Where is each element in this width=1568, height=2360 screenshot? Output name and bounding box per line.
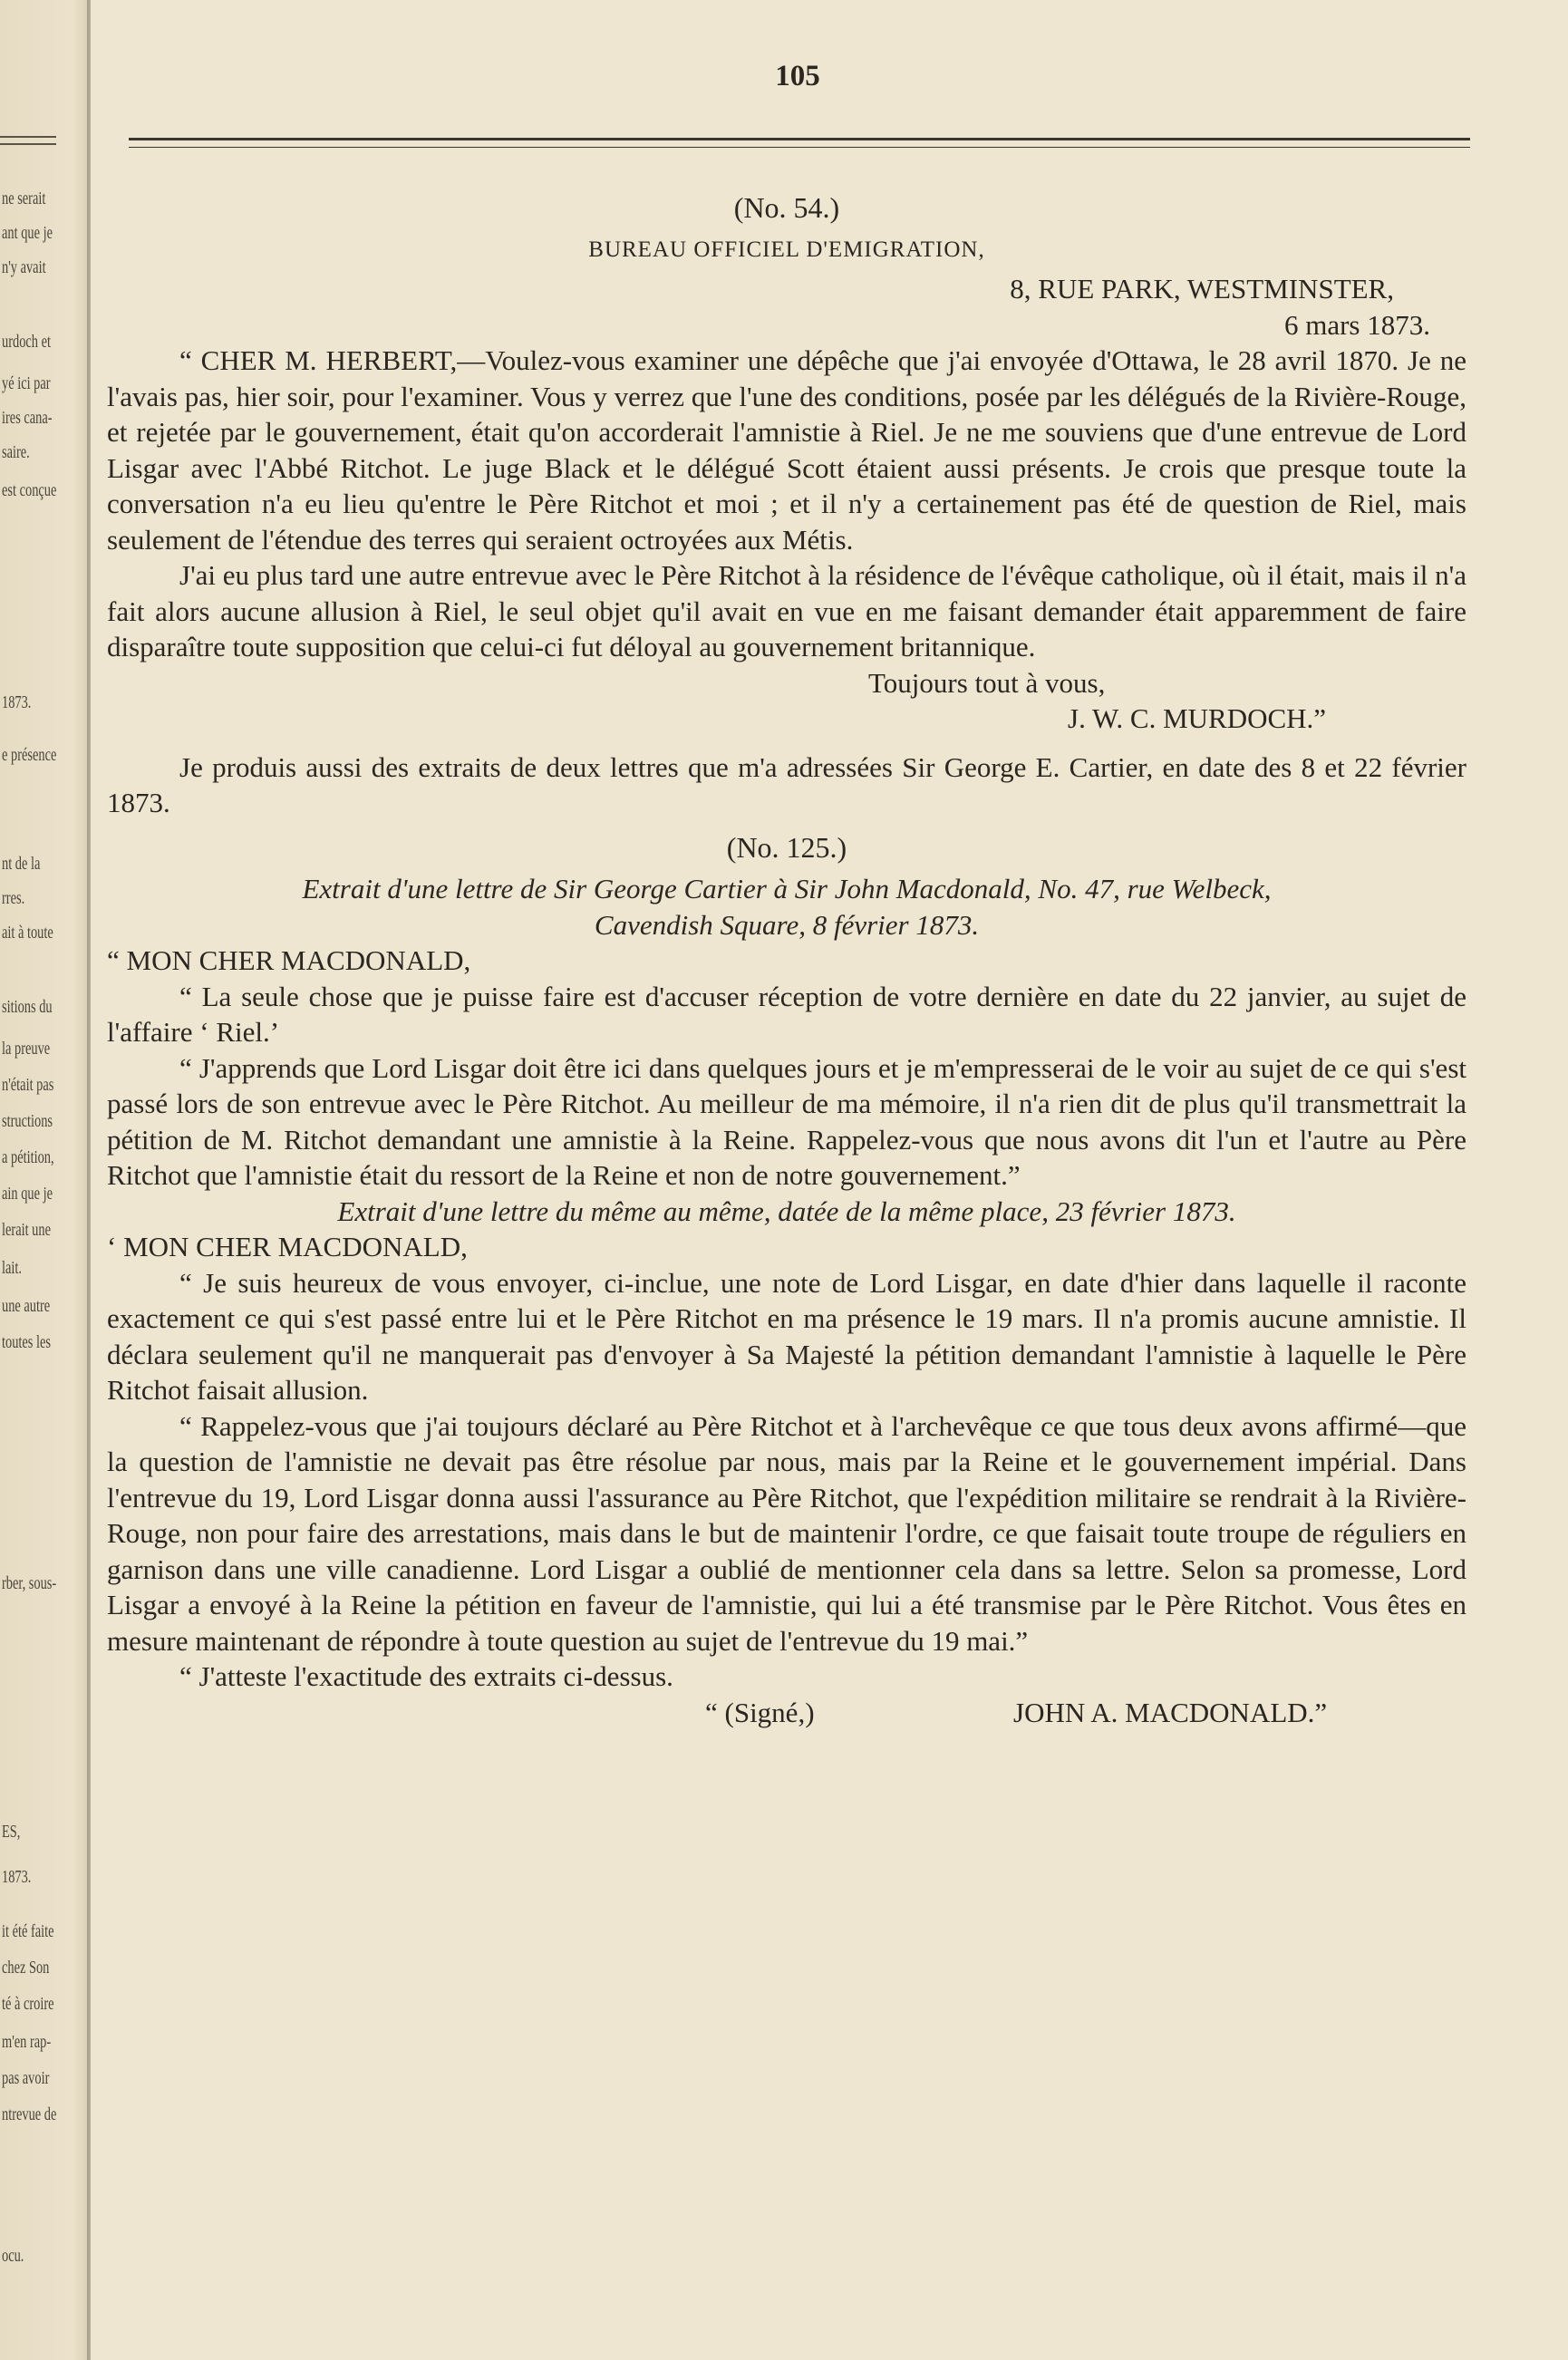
- gutter-fragment: saire.: [2, 442, 30, 462]
- gutter-fragment: ne serait: [2, 189, 46, 208]
- extract-title: Extrait d'une lettre de Sir George Cartier à Sir John Macdonald, No. 47, rue Welbeck,: [302, 873, 1272, 904]
- header-rule-thin: [129, 147, 1470, 148]
- document-page: [100, 0, 1550, 2360]
- gutter-fragment: rres.: [2, 888, 25, 908]
- letter-number: (No. 54.): [733, 191, 840, 224]
- letter-paragraph: “ Je suis heureux de vous envoyer, ci-inclue, une note de Lord Lisgar, en date d'hier dans laquelle il raconte exactement ce qui s'est passé entre lui et le Père Ritchot en ma présence le 19 mars. Il n'a promis aucune amnistie. Il déclara seulement qu'il ne manquerait pas d'envoyer à Sa Majesté la pétition demandant l'amnistie à laquelle le Père Ritchot faisait allusion.: [107, 1266, 1466, 1406]
- gutter-rule: [0, 143, 56, 145]
- gutter-fragment: structions: [2, 1111, 53, 1131]
- gutter-fragment: ntrevue de: [2, 2104, 57, 2124]
- letter-number: (No. 125.): [726, 830, 847, 864]
- gutter-fragment: lait.: [2, 1258, 22, 1278]
- page-number: 105: [775, 60, 820, 92]
- letter-address: 8, RUE PARK, WESTMINSTER,: [1010, 273, 1394, 305]
- gutter-fragment: chez Son: [2, 1958, 50, 1978]
- gutter-fragment: est conçue: [2, 480, 57, 500]
- gutter-fragment: té à croire: [2, 1994, 54, 2014]
- gutter-fragment: rber, sous-: [2, 1573, 57, 1593]
- gutter-fragment: sitions du: [2, 997, 53, 1017]
- final-signature: [107, 1695, 1466, 1731]
- previous-page-gutter: [0, 0, 91, 2360]
- gutter-fragment: n'y avait: [2, 257, 46, 277]
- signed-label: “ (Signé,): [705, 1696, 815, 1728]
- gutter-fragment: 1873.: [2, 1867, 32, 1887]
- gutter-fragment: ain que je: [2, 1184, 53, 1204]
- gutter-fragment: urdoch et: [2, 332, 51, 352]
- gutter-fragment: m'en rap-: [2, 2032, 52, 2052]
- gutter-fragment: ES,: [2, 1822, 21, 1842]
- letter-paragraph: J'ai eu plus tard une autre entrevue avec le Père Ritchot à la résidence de l'évêque catholique, où il était, mais il n'a fait alors aucune allusion à Riel, le seul objet qu'il avait en vue en me faisant demander était apparemment de faire disparaître toute supposition que celui-ci fut déloyal au gouvernement britannique.: [107, 559, 1466, 663]
- header-rule: [129, 138, 1470, 140]
- letter-heading: BUREAU OFFICIEL D'EMIGRATION,: [588, 237, 985, 262]
- intro-paragraph: Je produis aussi des extraits de deux lettres que m'a adressées Sir George E. Cartier, en date des 8 et 22 février 1873.: [107, 750, 1466, 818]
- letter-signature: J. W. C. MURDOCH.”: [1068, 702, 1327, 734]
- gutter-rule: [0, 136, 56, 138]
- extract-title: Extrait d'une lettre du même au même, datée de la même place, 23 février 1873.: [337, 1195, 1236, 1227]
- gutter-fragment: une autre: [2, 1296, 51, 1316]
- letter-paragraph: “ CHER M. HERBERT,—Voulez-vous examiner une dépêche que j'ai envoyée d'Ottawa, le 28 avril 1870. Je ne l'avais pas, hier soir, pour l'examiner. Vous y verrez que l'une des conditions, posée par les délégués de la Rivière-Rouge, et rejetée par le gouvernement, était qu'on accorderait l'amnistie à Riel. Je ne me souviens que d'une entrevue de Lord Lisgar avec l'Abbé Ritchot. Le juge Black et le délégué Scott étaient aussi présents. Je crois que presque toute la conversation n'a eu lieu qu'entre le Père Ritchot et moi ; et il n'y a certainement pas été de question de Riel, mais seulement de l'étendue des terres qui seraient octroyées aux Métis.: [107, 344, 1466, 556]
- signer-name: JOHN A. MACDONALD.”: [1013, 1696, 1328, 1728]
- gutter-fragment: nt de la: [2, 854, 41, 874]
- letter-salutation: ‘ MON CHER MACDONALD,: [107, 1231, 468, 1262]
- attestation: “ J'atteste l'exactitude des extraits ci-dessus.: [179, 1660, 673, 1692]
- gutter-fragment: toutes les: [2, 1332, 52, 1352]
- letter-paragraph: “ La seule chose que je puisse faire est d'accuser réception de votre dernière en date du 22 janvier, au sujet de l'affaire ‘ Riel.’: [107, 980, 1466, 1048]
- page-fold: [87, 0, 91, 2360]
- letter-salutation: “ MON CHER MACDONALD,: [107, 944, 471, 976]
- gutter-fragment: yé ici par: [2, 373, 51, 393]
- gutter-fragment: a pétition,: [2, 1147, 54, 1167]
- gutter-fragment: lerait une: [2, 1220, 51, 1240]
- gutter-fragment: e présence: [2, 745, 57, 765]
- page-body: [107, 181, 1466, 1730]
- letter-paragraph: “ Rappelez-vous que j'ai toujours déclaré au Père Ritchot et à l'archevêque ce que tous deux avons affirmé—que la question de l'amnistie ne devait pas être résolue par nous, mais par la Reine et le gouvernement impérial. Dans l'entrevue du 19, Lord Lisgar donna aussi l'assurance au Père Ritchot, que l'expédition militaire se rendrait à la Rivière-Rouge, non pour faire des arrestations, mais dans le but de maintenir l'ordre, ce que faisait toute troupe de réguliers en garnison dans une ville canadienne. Lord Lisgar a oublié de mentionner cela dans sa lettre. Selon sa promesse, Lord Lisgar a envoyé à la Reine la pétition en faveur de l'amnistie, qui lui a été transmise par le Père Ritchot. Vous êtes en mesure maintenant de répondre à toute question au sujet de l'entrevue du 19 mai.”: [107, 1409, 1466, 1657]
- gutter-fragment: ocu.: [2, 2246, 24, 2266]
- gutter-fragment: ait à toute: [2, 923, 53, 943]
- gutter-fragment: ant que je: [2, 223, 53, 243]
- extract-title: Cavendish Square, 8 février 1873.: [594, 908, 980, 941]
- gutter-fragment: ires cana-: [2, 408, 53, 428]
- letter-closing: Toujours tout à vous,: [868, 666, 1106, 699]
- gutter-fragment: la preuve: [2, 1039, 51, 1059]
- gutter-fragment: 1873.: [2, 692, 32, 712]
- letter-date: 6 mars 1873.: [1283, 308, 1430, 341]
- gutter-fragment: it été faite: [2, 1921, 54, 1941]
- letter-paragraph: “ J'apprends que Lord Lisgar doit être ici dans quelques jours et je m'empresserai de le voir au sujet de ce qui s'est passé lors de son entrevue avec le Père Ritchot. Au meilleur de ma mémoire, il n'a rien dit de plus qu'il transmettrait la pétition de M. Ritchot demandant une amnistie à la Reine. Rappelez-vous que nous avons dit l'un et l'autre au Père Ritchot que l'amnistie était du ressort de la Reine et non de notre gouvernement.”: [107, 1051, 1466, 1191]
- gutter-fragment: pas avoir: [2, 2068, 50, 2088]
- gutter-fragment: n'était pas: [2, 1075, 54, 1095]
